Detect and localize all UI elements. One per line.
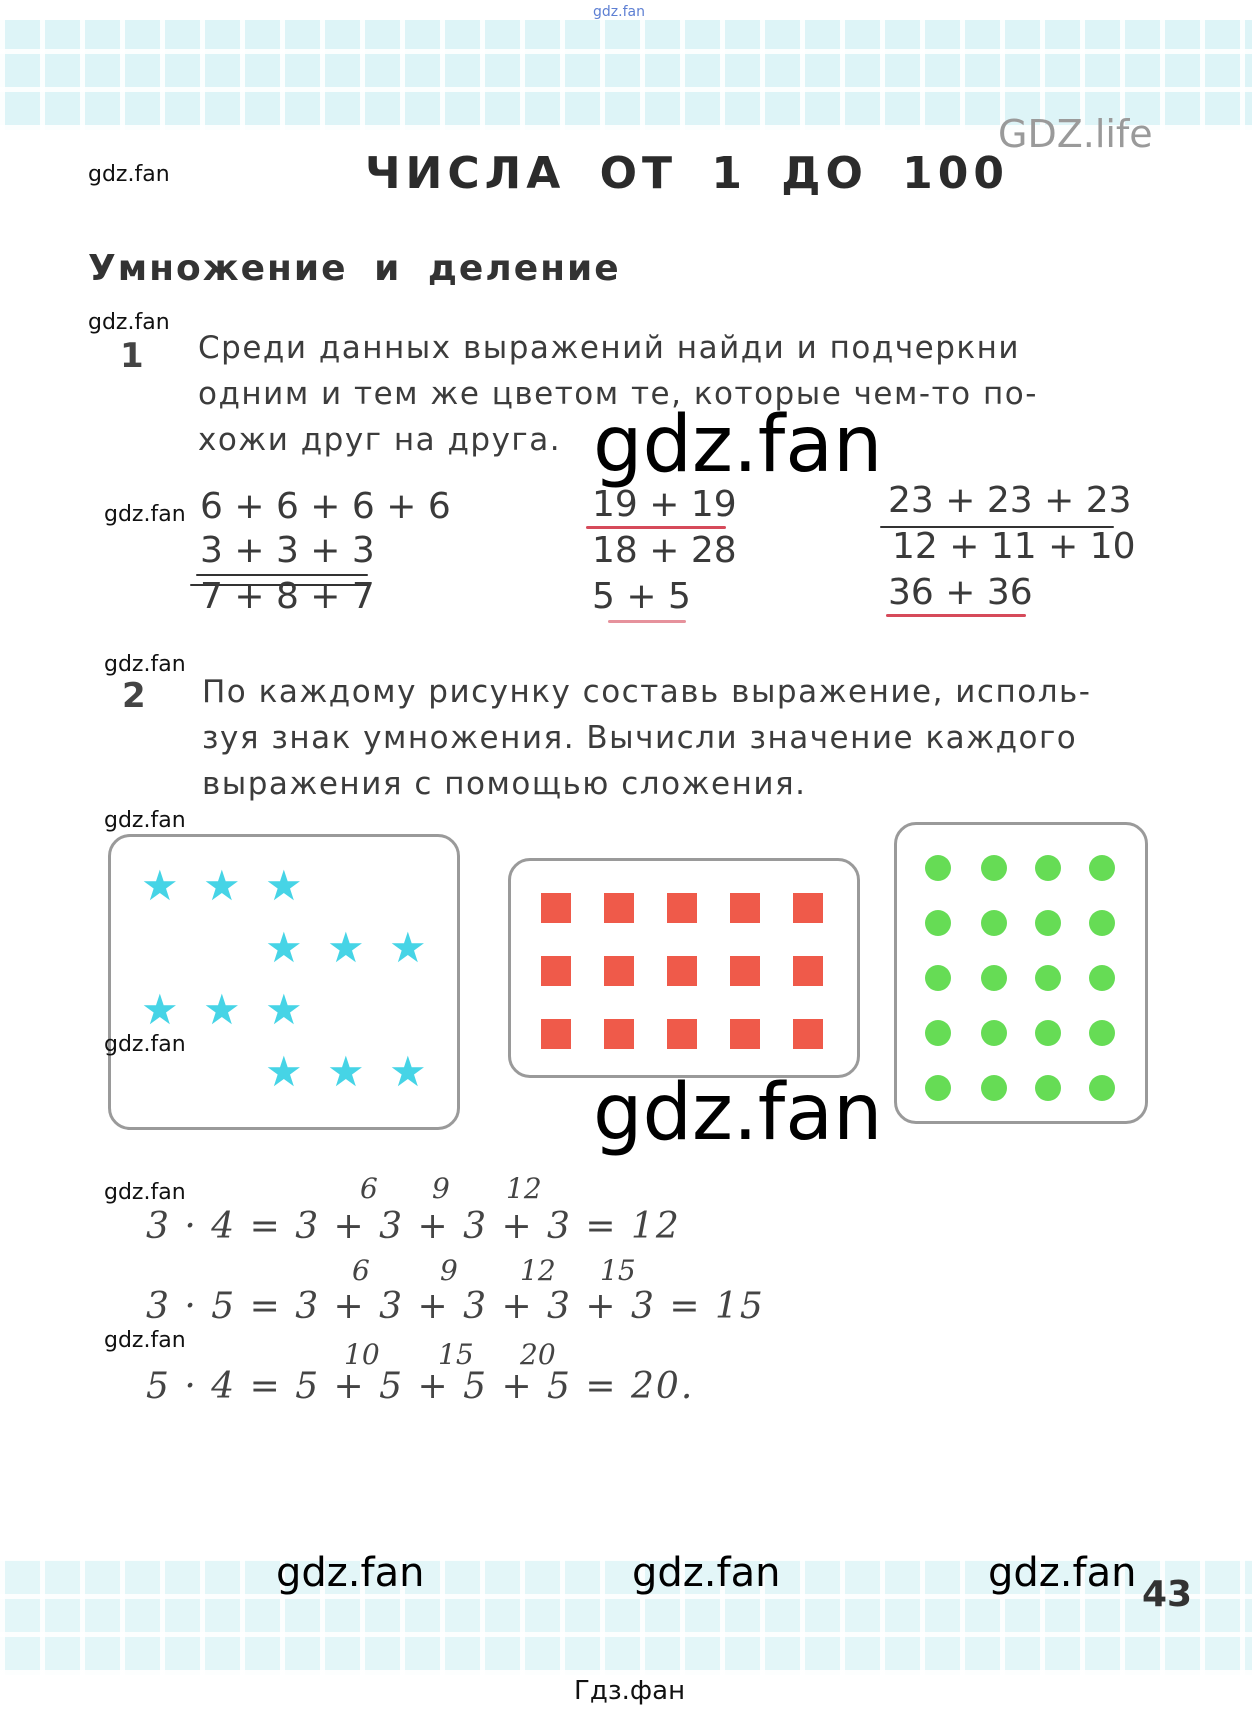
partial-sum: 6	[360, 1172, 378, 1205]
expression: 3 + 3 + 3	[200, 530, 375, 571]
task-text-line: Среди данных выражений найди и подчеркни	[198, 330, 1021, 366]
task-text-line: выражения с помощью сложения.	[202, 766, 807, 802]
circle-icon	[1089, 1020, 1115, 1046]
circle-icon	[1035, 910, 1061, 936]
page-title: ЧИСЛА ОТ 1 ДО 100	[365, 148, 1010, 199]
square-icon	[793, 1019, 823, 1049]
watermark-big: gdz.fan	[593, 1068, 883, 1158]
circle-icon	[981, 910, 1007, 936]
circle-icon	[1089, 855, 1115, 881]
circle-icon	[1035, 855, 1061, 881]
brand-label: GDZ.life	[998, 112, 1153, 156]
star-icon: ★	[141, 985, 179, 1034]
circle-icon	[1035, 1075, 1061, 1101]
star-icon: ★	[203, 861, 241, 910]
watermark-small: gdz.fan	[104, 808, 186, 833]
square-icon	[541, 893, 571, 923]
circle-icon	[981, 1075, 1007, 1101]
section-title: Умножение и деление	[88, 248, 621, 289]
watermark-big: gdz.fan	[593, 400, 883, 490]
partial-sum: 6	[352, 1254, 370, 1287]
watermark-footer: gdz.fan	[988, 1550, 1137, 1596]
square-icon	[667, 956, 697, 986]
star-icon: ★	[265, 923, 303, 972]
page-number: 43	[1142, 1574, 1193, 1615]
star-icon: ★	[389, 923, 427, 972]
task-number: 1	[120, 336, 144, 376]
circle-icon	[1089, 910, 1115, 936]
partial-sum: 12	[520, 1254, 556, 1287]
answer-line: 3 · 4 = 3 + 3 + 3 + 3 = 12	[146, 1206, 681, 1247]
star-icon: ★	[265, 861, 303, 910]
watermark-small: gdz.fan	[104, 502, 186, 527]
watermark-small: gdz.fan	[104, 1180, 186, 1205]
circle-icon	[925, 910, 951, 936]
expression: 12 + 11 + 10	[892, 526, 1136, 567]
squares-picture-frame	[508, 858, 860, 1078]
partial-sum: 15	[438, 1338, 474, 1371]
circle-icon	[925, 965, 951, 991]
task-text-line: По каждому рисунку составь выражение, исполь-	[202, 674, 1092, 710]
expression: 23 + 23 + 23	[888, 480, 1132, 521]
partial-sum: 12	[506, 1172, 542, 1205]
watermark-small: gdz.fan	[104, 1328, 186, 1353]
circle-icon	[981, 1020, 1007, 1046]
expression: 36 + 36	[888, 572, 1033, 613]
star-icon: ★	[141, 861, 179, 910]
watermark-small: gdz.fan	[88, 162, 170, 187]
circle-icon	[925, 1075, 951, 1101]
circle-icon	[1089, 1075, 1115, 1101]
expression: 19 + 19	[592, 484, 737, 525]
watermark-footer: gdz.fan	[276, 1550, 425, 1596]
square-icon	[541, 956, 571, 986]
answer-line: 5 · 4 = 5 + 5 + 5 + 5 = 20.	[146, 1366, 695, 1407]
watermark-small: gdz.fan	[88, 310, 170, 335]
top-watermark: gdz.fan	[593, 4, 645, 20]
underline-red	[586, 526, 726, 529]
square-icon	[667, 893, 697, 923]
circle-icon	[925, 1020, 951, 1046]
star-icon: ★	[389, 1047, 427, 1096]
stars-picture-frame	[108, 834, 460, 1130]
answer-line: 3 · 5 = 3 + 3 + 3 + 3 + 3 = 15	[146, 1286, 765, 1327]
partial-sum: 10	[344, 1338, 380, 1371]
circles-picture-frame	[894, 822, 1148, 1124]
underline-red	[608, 620, 686, 623]
square-icon	[604, 956, 634, 986]
square-icon	[730, 956, 760, 986]
square-icon	[604, 893, 634, 923]
circle-icon	[981, 855, 1007, 881]
circle-icon	[1035, 1020, 1061, 1046]
circle-icon	[1089, 965, 1115, 991]
expression: 7 + 8 + 7	[200, 576, 375, 617]
bottom-caption: Гдз.фан	[574, 1676, 686, 1706]
partial-sum: 15	[600, 1254, 636, 1287]
square-icon	[541, 1019, 571, 1049]
expression: 18 + 28	[592, 530, 737, 571]
star-icon: ★	[327, 923, 365, 972]
circle-icon	[925, 855, 951, 881]
square-icon	[730, 893, 760, 923]
star-icon: ★	[203, 985, 241, 1034]
partial-sum: 9	[432, 1172, 450, 1205]
underline-red	[886, 614, 1026, 617]
expression: 5 + 5	[592, 576, 691, 617]
square-icon	[667, 1019, 697, 1049]
circle-icon	[1035, 965, 1061, 991]
task-text-line: хожи друг на друга.	[198, 422, 562, 458]
watermark-small: gdz.fan	[104, 652, 186, 677]
square-icon	[793, 956, 823, 986]
watermark-small: gdz.fan	[104, 1032, 186, 1057]
partial-sum: 9	[440, 1254, 458, 1287]
expression: 6 + 6 + 6 + 6	[200, 486, 451, 527]
circle-icon	[981, 965, 1007, 991]
watermark-footer: gdz.fan	[632, 1550, 781, 1596]
star-icon: ★	[327, 1047, 365, 1096]
task-text-line: одним и тем же цветом те, которые чем-то по-	[198, 376, 1038, 412]
square-icon	[730, 1019, 760, 1049]
task-text-line: зуя знак умножения. Вычисли значение каждого	[202, 720, 1078, 756]
square-icon	[793, 893, 823, 923]
square-icon	[604, 1019, 634, 1049]
task-number: 2	[122, 676, 146, 716]
partial-sum: 20	[520, 1338, 556, 1371]
star-icon: ★	[265, 985, 303, 1034]
star-icon: ★	[265, 1047, 303, 1096]
